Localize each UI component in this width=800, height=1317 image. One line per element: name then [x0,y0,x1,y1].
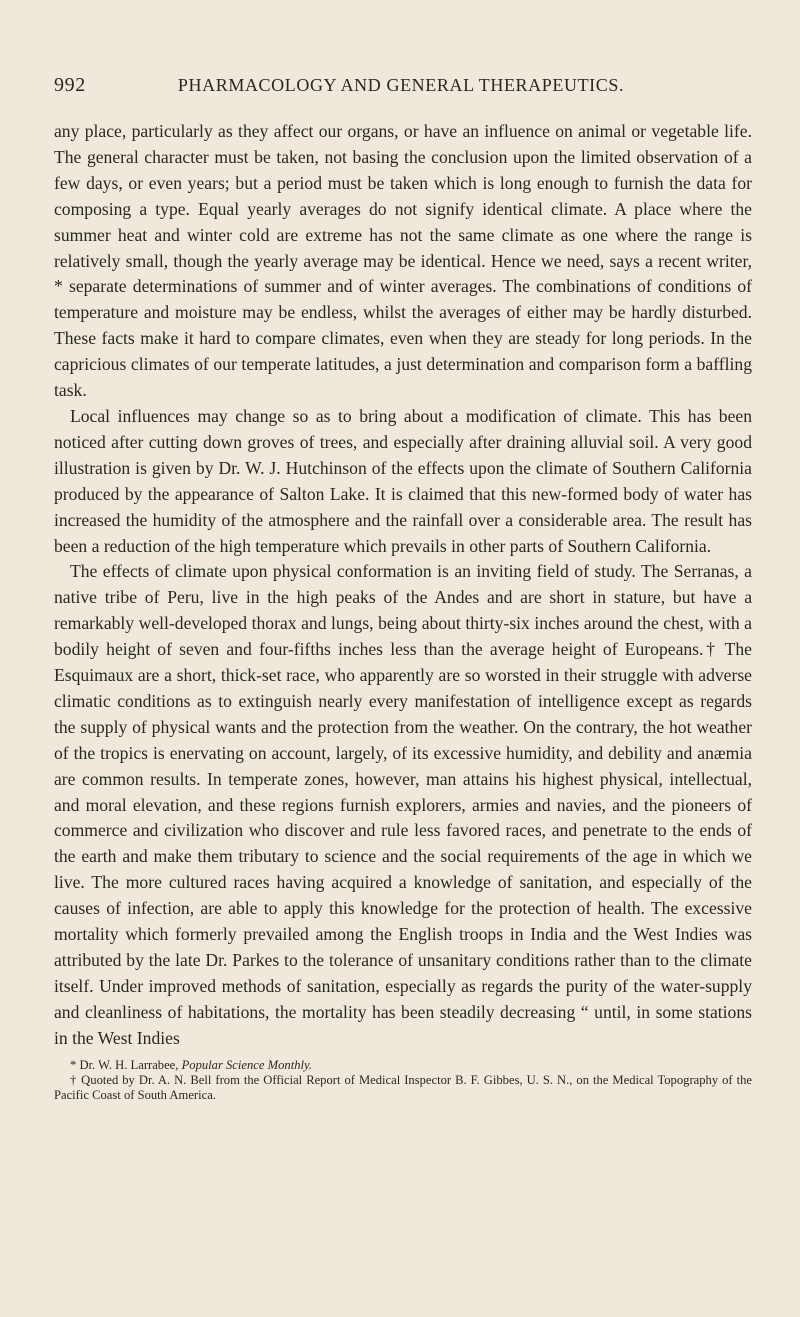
paragraph: Local influences may change so as to bring about a modification of climate. This has been noticed after cutting down groves of trees, and especially after draining alluvial soil. A very good illustration is given by Dr. W. J. Hutchinson of the effects upon the climate of Southern California produced by the appearance of Salton Lake. It is claimed that this new-formed body of water has increased the humidity of the atmosphere and the rainfall over a considerable area. The result has been a reduction of the high temperature which prevails in other parts of Southern California. [54,405,752,556]
footnote-marker: * [70,1057,77,1072]
footnote [54,1073,752,1103]
footnote-text: Dr. W. H. Larrabee, [79,1057,182,1072]
page-number: 992 [54,74,86,96]
main-text [54,119,752,1052]
footnote [54,1058,752,1073]
footnote-text: Quoted by Dr. A. N. Bell from the Official Report of Medical Inspector B. F. Gibbes, U. S. N., on the Medical Topography of the Pacific Coast of South America. [54,1072,753,1102]
running-title: PHARMACOLOGY AND GENERAL THERAPEUTICS. [177,75,625,95]
footnote-marker: † [70,1072,78,1087]
footnote-italic: Popular Science Monthly. [181,1057,313,1072]
footnotes [54,1058,752,1103]
paragraph: any place, particularly as they affect our organs, or have an influence on animal or vegetable life. The general character must be taken, not basing the conclusion upon the limited observation of a few days, or even years; but a period must be taken which is long enough to furnish the data for composing a type. Equal yearly averages do not signify identical climate. A place where the summer heat and winter cold are extreme has not the same climate as one where the range is relatively small, though the yearly average may be identical. Hence we need, says a recent writer, * separate determinations of summer and of winter averages. The combinations of conditions of temperature and moisture may be endless, whilst the averages of either may be hardly disturbed. These facts make it hard to compare climates, even when they are steady for long periods. In the capricious climates of our temperate latitudes, a just determination and comparison form a baffling task. [54,121,752,401]
running-header [54,74,752,97]
paragraph: The effects of climate upon physical conformation is an inviting field of study. The Serranas, a native tribe of Peru, live in the high peaks of the Andes and are short in stature, but have a remarkably well-developed thorax and lungs, being about thirty-six inches around the chest, with a bodily height of seven and four-fifths inches less than the average height of Europeans.† The Esquimaux are a short, thick-set race, who apparently are so worsted in their struggle with adverse climatic conditions as to extinguish nearly every manifestation of intelligence except as regards the supply of physical wants and the protection from the weather. On the contrary, the hot weather of the tropics is enervating on account, largely, of its excessive humidity, and debility and anæmia are common results. In temperate zones, however, man attains his highest physical, intellectual, and moral elevation, and these regions furnish explorers, armies and navies, and the pioneers of commerce and civilization who discover and rule less favored races, and penetrate to the ends of the earth and make them tributary to science and the social requirements of the age in which we live. The more cultured races having acquired a knowledge of sanitation, and especially of the causes of infection, are able to apply this knowledge for the protection of health. The excessive mortality which formerly prevailed among the English troops in India and the West Indies was attributed by the late Dr. Parkes to the tolerance of unsanitary conditions rather than to the climate itself. Under improved methods of sanitation, especially as regards the purity of the water-supply and cleanliness of habitations, the mortality has been steadily decreasing “ until, in some stations in the West Indies [54,561,752,1048]
